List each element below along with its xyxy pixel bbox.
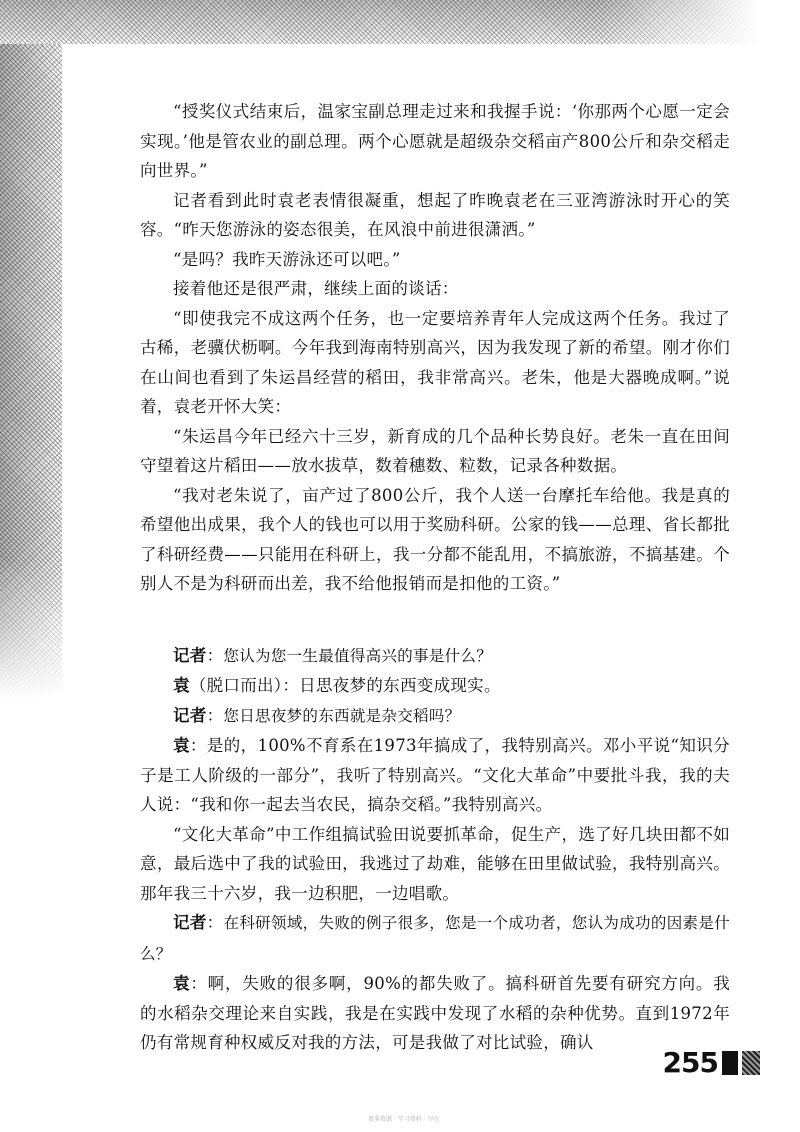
answer-text: 啊，失败的很多啊，90%的都失败了。搞科研首先要有研究方向。我的水稻杂交理论来自实践，我是在实践中发现了水稻的杂种优势。直到1972年仍有常规育种权威反对我的方法，可是我做了对比试验，确认 bbox=[140, 974, 730, 1052]
speaker-label: 袁 bbox=[173, 974, 191, 993]
page-marker-block bbox=[722, 1051, 738, 1075]
footer-watermark-text: 更多资源 · 学习资料 · 尽在 bbox=[368, 1116, 440, 1123]
speaker-label: 袁 bbox=[173, 736, 190, 755]
question-text: 您认为您一生最值得高兴的事是什么？ bbox=[223, 646, 493, 665]
paragraph: 记者看到此时袁老表情很凝重，想起了昨晚袁老在三亚湾游泳时开心的笑容。“昨天您游泳的姿态很美，在风浪中前进很潇洒。” bbox=[140, 190, 730, 239]
paragraph: “朱运昌今年已经六十三岁，新育成的几个品种长势良好。老朱一直在田间守望着这片稻田——放水拔草，数着穗数、粒数，记录各种数据。 bbox=[140, 426, 730, 475]
paragraph: “我对老朱说了，亩产过了800公斤，我个人送一台摩托车给他。我是真的希望他出成果，我个人的钱也可以用于奖励科研。公家的钱——总理、省长都批了科研经费——只能用在科研上，我一分都不能乱用，不搞旅游，不搞基建。个别人不是为科研而出差，我不给他报销而是扣他的工资。” bbox=[140, 485, 730, 593]
interview-answer-continued bbox=[140, 820, 730, 909]
paragraph: 接着他还是很严肃，继续上面的谈话： bbox=[173, 279, 459, 298]
speaker-label: 记者 bbox=[173, 705, 207, 725]
question-text: 您日思夜梦的东西就是杂交稻吗？ bbox=[223, 706, 461, 725]
page-number: 255 bbox=[662, 1046, 718, 1079]
page-marker-pattern bbox=[742, 1051, 760, 1075]
interview-question bbox=[140, 701, 730, 732]
speaker-label: 记者 bbox=[173, 645, 207, 665]
interview-answer bbox=[140, 731, 730, 820]
speaker-label: 袁 bbox=[173, 676, 190, 695]
speaker-separator: （脱口而出）： bbox=[189, 676, 300, 695]
scan-noise-top bbox=[0, 0, 800, 44]
answer-text: 日思夜梦的东西变成现实。 bbox=[299, 676, 501, 695]
page-body bbox=[140, 97, 730, 1058]
speaker-label: 记者 bbox=[173, 913, 207, 932]
interview-answer bbox=[140, 671, 730, 701]
question-text: 在科研领域，失败的例子很多，您是一个成功者，您认为成功的因素是什么？ bbox=[140, 914, 731, 963]
interview-question bbox=[140, 641, 730, 672]
speaker-separator: ： bbox=[190, 974, 208, 993]
speaker-separator: ： bbox=[206, 645, 224, 665]
paragraph: “授奖仪式结束后，温家宝副总理走过来和我握手说：‘你那两个心愿一定会实现。’他是管农业的副总理。两个心愿就是超级杂交稻亩产800公斤和杂交稻走向世界。” bbox=[140, 102, 730, 180]
interview-question bbox=[140, 908, 730, 969]
answer-text: 是的，100%不育系在1973年搞成了，我特别高兴。邓小平说“知识分子是工人阶级的一部分”，我听了特别高兴。“文化大革命”中要批斗我，我的夫人说：“我和你一起去当农民，搞杂交稻。”我特别高兴。 bbox=[140, 736, 730, 814]
interview-answer bbox=[140, 969, 730, 1058]
paragraph: “是吗？我昨天游泳还可以吧。” bbox=[173, 249, 401, 269]
answer-text: “文化大革命”中工作组搞试验田说要抓革命，促生产，选了好几块田都不如意，最后选中了我的试验田，我逃过了劫难，能够在田里做试验，我特别高兴。那年我三十六岁，我一边积肥，一边唱歌。 bbox=[140, 824, 730, 903]
speaker-separator: ： bbox=[206, 913, 224, 932]
section-gap bbox=[140, 599, 730, 641]
page-number-area bbox=[663, 1046, 760, 1079]
speaker-separator: ： bbox=[189, 736, 207, 755]
scan-noise-left bbox=[0, 0, 62, 700]
speaker-separator: ： bbox=[206, 705, 224, 725]
paragraph: “即使我完不成这两个任务，也一定要培养青年人完成这两个任务。我过了古稀，老骥伏枥啊。今年我到海南特别高兴，因为我发现了新的希望。刚才你们在山间也看到了朱运昌经营的稻田，我非常高兴。老朱，他是大器晚成啊。”说着，袁老开怀大笑： bbox=[140, 308, 730, 416]
